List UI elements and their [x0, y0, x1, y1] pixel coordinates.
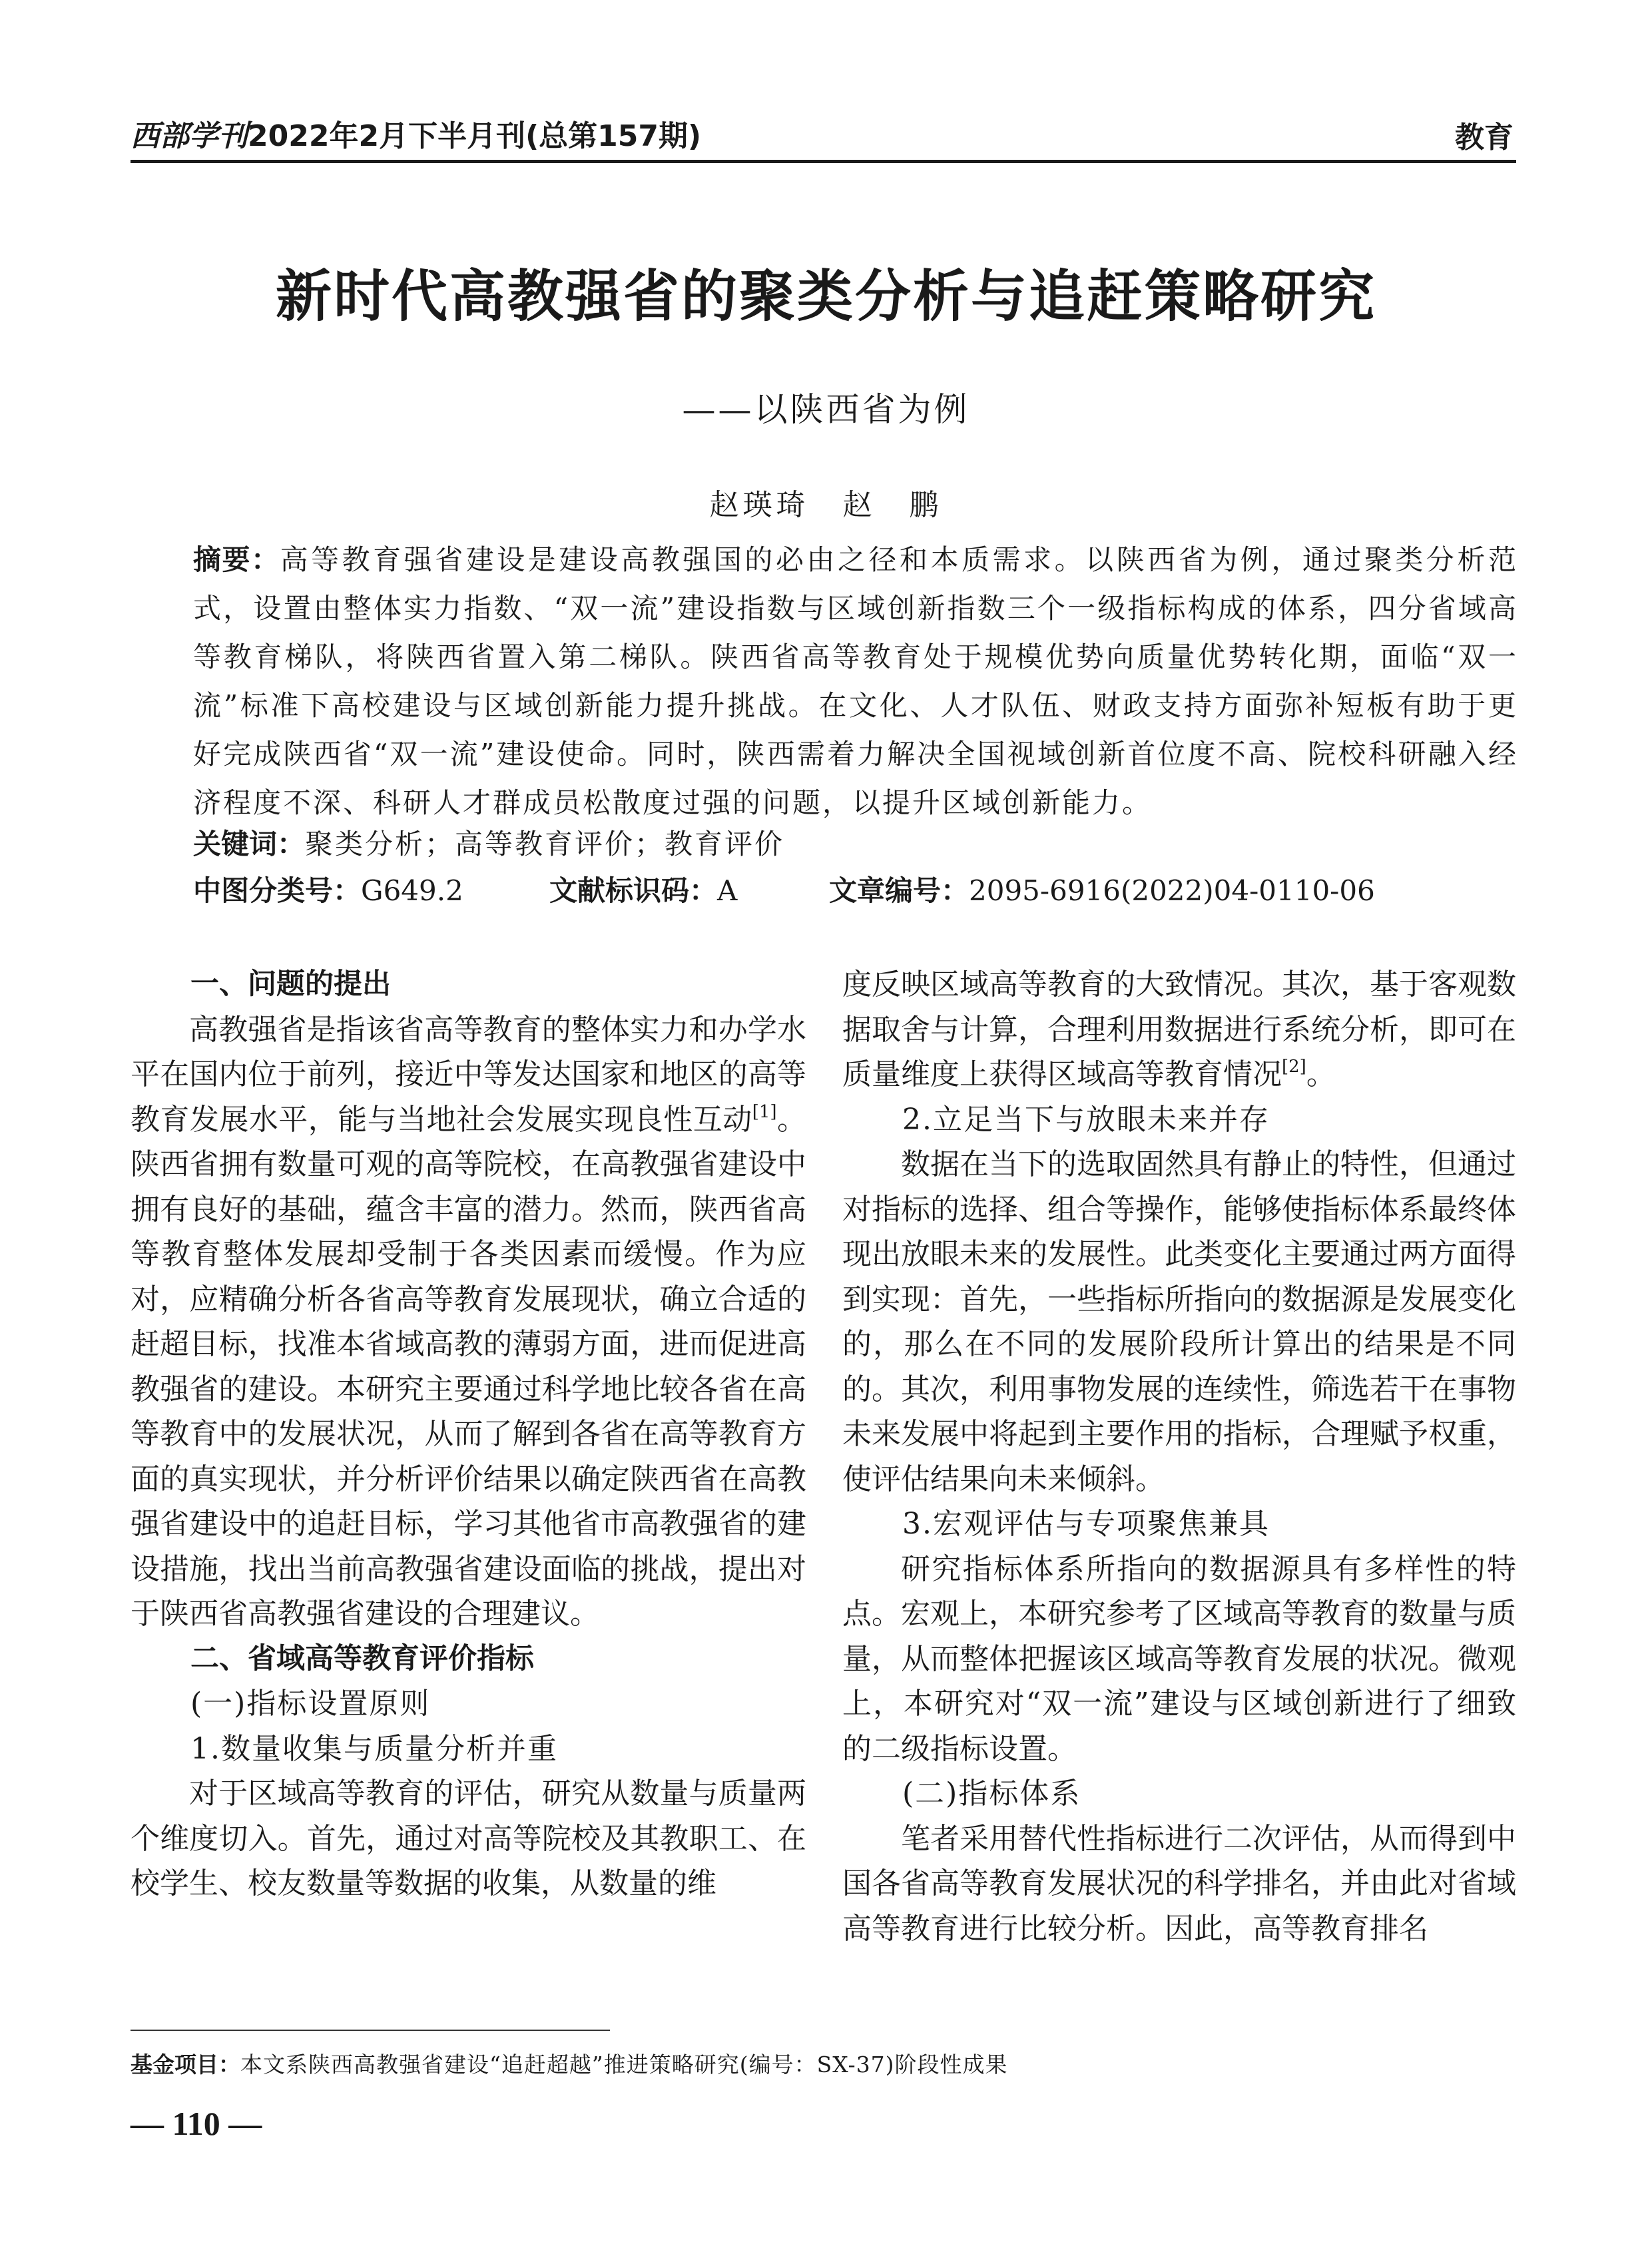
item-heading: 1.数量收集与质量分析并重: [190, 1731, 558, 1766]
footnote-divider: [131, 2030, 610, 2031]
article-number-label: 文章编号：: [829, 874, 969, 907]
document-code: [549, 869, 737, 909]
citation: [1]: [752, 1101, 777, 1122]
document-code-value: A: [717, 874, 738, 907]
abstract-text: 高等教育强省建设是建设高教强国的必由之径和本质需求。以陕西省为例，通过聚类分析范式，设置由整体实力指数、“双一流”建设指数与区域创新指数三个一级指标构成的体系，四分省域高等教育梯队，将陕西省置入第二梯队。陕西省高等教育处于规模优势向质量优势转化期，面临“双一流”标准下高校建设与区域创新能力提升挑战。在文化、人才队伍、财政支持方面弥补短板有助于更好完成陕西省“双一流”建设使命。同时，陕西需着力解决全国视域创新首位度不高、院校科研融入经济程度不深、科研人才群成员松散度过强的问题，以提升区域创新能力。: [193, 543, 1518, 819]
paragraph-text: 。陕西省拥有数量可观的高等院校，在高教强省建设中拥有良好的基础，蕴含丰富的潜力。然而，陕西省高等教育整体发展却受制于各类因素而缓慢。作为应对，应精确分析各省高等教育发展现状，确立合适的赶超目标，找准本省域高教的薄弱方面，进而促进高教强省的建设。本研究主要通过科学地比较各省在高等教育中的发展状况，从而了解到各省在高等教育方面的真实现状，并分析评价结果以确定陕西省在高教强省建设中的追赶目标，学习其他省市高教强省的建设措施，找出当前高教强省建设面临的挑战，提出对于陕西省高教强省建设的合理建议。: [131, 1102, 807, 1631]
clc-code: [193, 869, 463, 909]
journal-header: [131, 112, 701, 154]
funding-footnote: [131, 2048, 1008, 2079]
funding-text: 本文系陕西高教强省建设“追赶超越”推进策略研究(编号：SX-37)阶段性成果: [240, 2052, 1008, 2078]
section-label: 教育: [1455, 121, 1514, 154]
paragraph: 数据在当下的选取固然具有静止的特性，但通过对指标的选择、组合等操作，能够使指标体系最终体现出放眼未来的发展性。此类变化主要通过两方面得到实现：首先，一些指标所指向的数据源是发展变化的，那么在不同的发展阶段所计算出的结果是不同的。其次，利用事物发展的连续性，筛选若干在事物未来发展中将起到主要作用的指标，合理赋予权重，使评估结果向未来倾斜。: [842, 1147, 1516, 1496]
body-column-right: [842, 962, 1516, 1951]
section-heading-1: 一、问题的提出: [190, 968, 391, 1001]
abstract: [193, 535, 1518, 827]
article-number-value: 2095-6916(2022)04-0110-06: [969, 874, 1375, 907]
clc-label: 中图分类号：: [193, 874, 362, 907]
journal-issue: 2022年2月下半月刊(总第157期): [248, 119, 702, 153]
item-heading: 2.立足当下与放眼未来并存: [902, 1102, 1270, 1137]
subsection-heading: (一)指标设置原则: [190, 1687, 431, 1721]
citation: [2]: [1282, 1057, 1306, 1077]
abstract-label: 摘要：: [193, 543, 280, 576]
paper-title: 新时代高教强省的聚类分析与追赶策略研究: [275, 263, 1376, 329]
paragraph-text: 高教强省是指该省高等教育的整体实力和办学水平在国内位于前列，接近中等发达国家和地区的高等教育发展水平，能与当地社会发展实现良性互动: [131, 1012, 806, 1137]
paragraph: 研究指标体系所指向的数据源具有多样性的特点。宏观上，本研究参考了区域高等教育的数量与质量，从而整体把握该区域高等教育发展的状况。微观上，本研究对“双一流”建设与区域创新进行了细致的二级指标设置。: [842, 1551, 1516, 1766]
paper-authors: 赵瑛琦 赵 鹏: [709, 488, 943, 522]
header-divider: [131, 160, 1516, 163]
paragraph: 对于区域高等教育的评估，研究从数量与质量两个维度切入。首先，通过对高等院校及其教职工、在校学生、校友数量等数据的收集，从数量的维: [131, 1777, 806, 1900]
page-number: — 110 —: [131, 2105, 262, 2142]
body-column-left: [131, 962, 806, 1906]
section-heading-2: 二、省域高等教育评价指标: [190, 1641, 534, 1675]
paper-subtitle: ——以陕西省为例: [682, 390, 970, 429]
paragraph: 笔者采用替代性指标进行二次评估，从而得到中国各省高等教育发展状况的科学排名，并由此对省域高等教育进行比较分析。因此，高等教育排名: [842, 1821, 1516, 1946]
keywords-text: 聚类分析；高等教育评价；教育评价: [305, 828, 785, 860]
article-number: [829, 869, 1375, 909]
item-heading: 3.宏观评估与专项聚焦兼具: [902, 1507, 1270, 1541]
keywords-label: 关键词：: [193, 828, 306, 860]
journal-brand-logo: 西部学刊: [131, 119, 248, 153]
subsection-heading: (二)指标体系: [902, 1777, 1081, 1811]
paragraph: [131, 1007, 806, 1637]
document-code-label: 文献标识码：: [549, 874, 718, 907]
paragraph-text: 度反映区域高等教育的大致情况。其次，基于客观数据取舍与计算，合理利用数据进行系统分析，即可在质量维度上获得区域高等教育情况: [842, 968, 1516, 1091]
funding-label: 基金项目：: [131, 2052, 240, 2078]
clc-value: G649.2: [361, 874, 463, 907]
paragraph: [842, 962, 1516, 1097]
keywords: [193, 822, 1518, 862]
paragraph-text: 。: [1306, 1057, 1336, 1091]
